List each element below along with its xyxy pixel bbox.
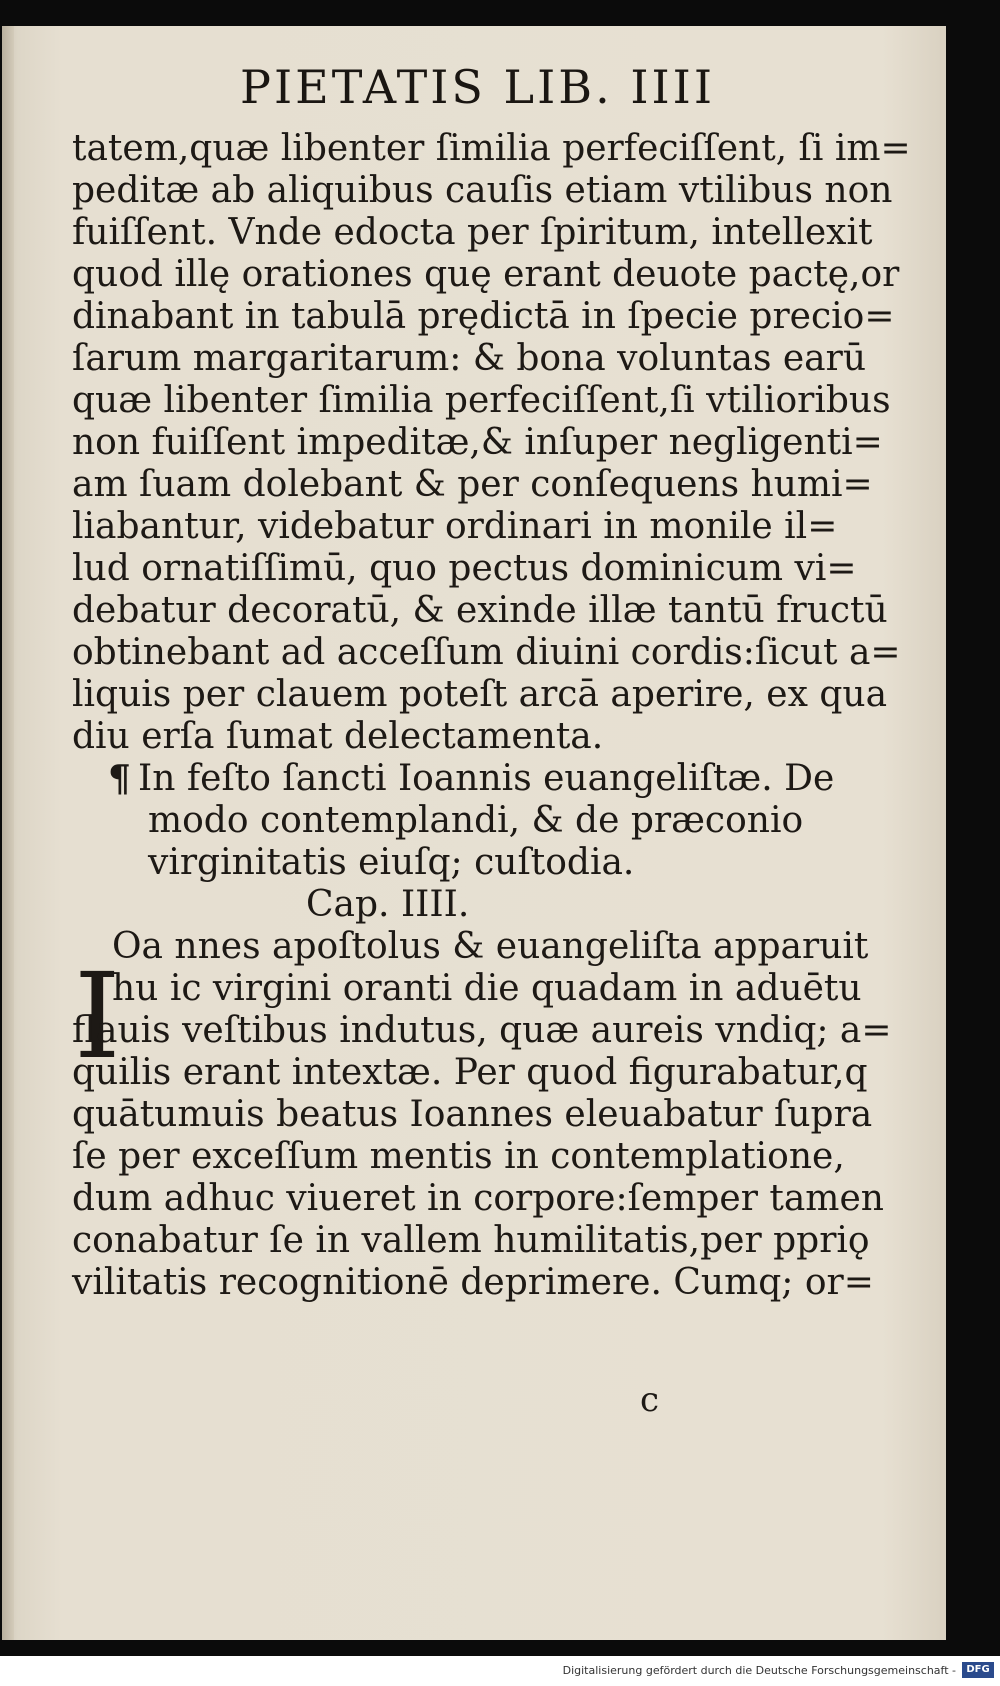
text-line: vilitatis recognitionē deprimere. Cumq; or= — [72, 1262, 874, 1303]
text-line: am ſuam dolebant & per conſequens humi= — [72, 464, 873, 505]
text-line: diu erſa ſumat delectamenta. — [72, 716, 604, 757]
text-line: lud ornatiſſimū, quo pectus dominicum vi= — [72, 548, 857, 589]
text-line: peditæ ab aliquibus cauſis etiam vtilibus non — [72, 170, 893, 211]
text-line: obtinebant ad acceſſum diuini cordis:ſicut a= — [72, 632, 901, 673]
page-gutter — [2, 26, 14, 1640]
chapter-number: Cap. IIII. — [306, 884, 470, 925]
text-line: ſe per exceſſum mentis in contemplatione, — [72, 1136, 845, 1177]
text-line: debatur decoratū, & exinde illæ tantū fructū — [72, 590, 888, 631]
rubric-line: virginitatis eiuſq; cuſtodia. — [148, 842, 635, 883]
text-line: dum adhuc viueret in corpore:ſemper tamen — [72, 1178, 884, 1219]
text-line: liabantur, videbatur ordinari in monile il= — [72, 506, 838, 547]
drop-cap-initial: I — [74, 947, 121, 1085]
text-line: flauis veſtibus indutus, quæ aureis vndiq; a= — [72, 1010, 892, 1051]
running-header: PIETATIS LIB. IIII — [240, 60, 716, 114]
pilcrow-mark: ¶ — [108, 758, 131, 800]
text-line: quod illę orationes quę erant deuote pactę,or — [72, 254, 900, 295]
text-line: quilis erant intextæ. Per quod figurabatur,q — [72, 1052, 868, 1093]
text-line: hu ic virgini oranti die quadam in aduētu — [112, 968, 862, 1009]
text-line: quātumuis beatus Ioannes eleuabatur ſupra — [72, 1094, 873, 1135]
text-line: tatem,quæ libenter ſimilia perfeciſſent, ſi im= — [72, 128, 911, 169]
dfg-logo: DFG — [962, 1662, 994, 1678]
text-line: Oa nnes apoſtolus & euangeliſta apparuit — [112, 926, 869, 967]
text-line: liquis per clauem poteſt arcā aperire, ex qua — [72, 674, 888, 715]
text-line: fuiſſent. Vnde edocta per ſpiritum, intellexit — [72, 212, 873, 253]
text-line: ſarum margaritarum: & bona voluntas earū — [72, 338, 867, 379]
signature-mark: c — [640, 1380, 660, 1420]
funding-credit: Digitalisierung gefördert durch die Deutsche Forschungsgemeinschaft - — [562, 1664, 956, 1677]
text-line: conabatur ſe in vallem humilitatis,per ppriǫ — [72, 1220, 870, 1261]
rubric-line: modo contemplandi, & de præconio — [148, 800, 804, 841]
text-line: non fuiſſent impeditæ,& inſuper negligenti= — [72, 422, 883, 463]
text-line: quæ libenter ſimilia perfeciſſent,ſi vtilioribus — [72, 380, 891, 421]
rubric-line: In feſto ſancti Ioannis euangeliſtæ. De — [138, 758, 835, 799]
text-line: dinabant in tabulā prędictā in ſpecie precio= — [72, 296, 895, 337]
